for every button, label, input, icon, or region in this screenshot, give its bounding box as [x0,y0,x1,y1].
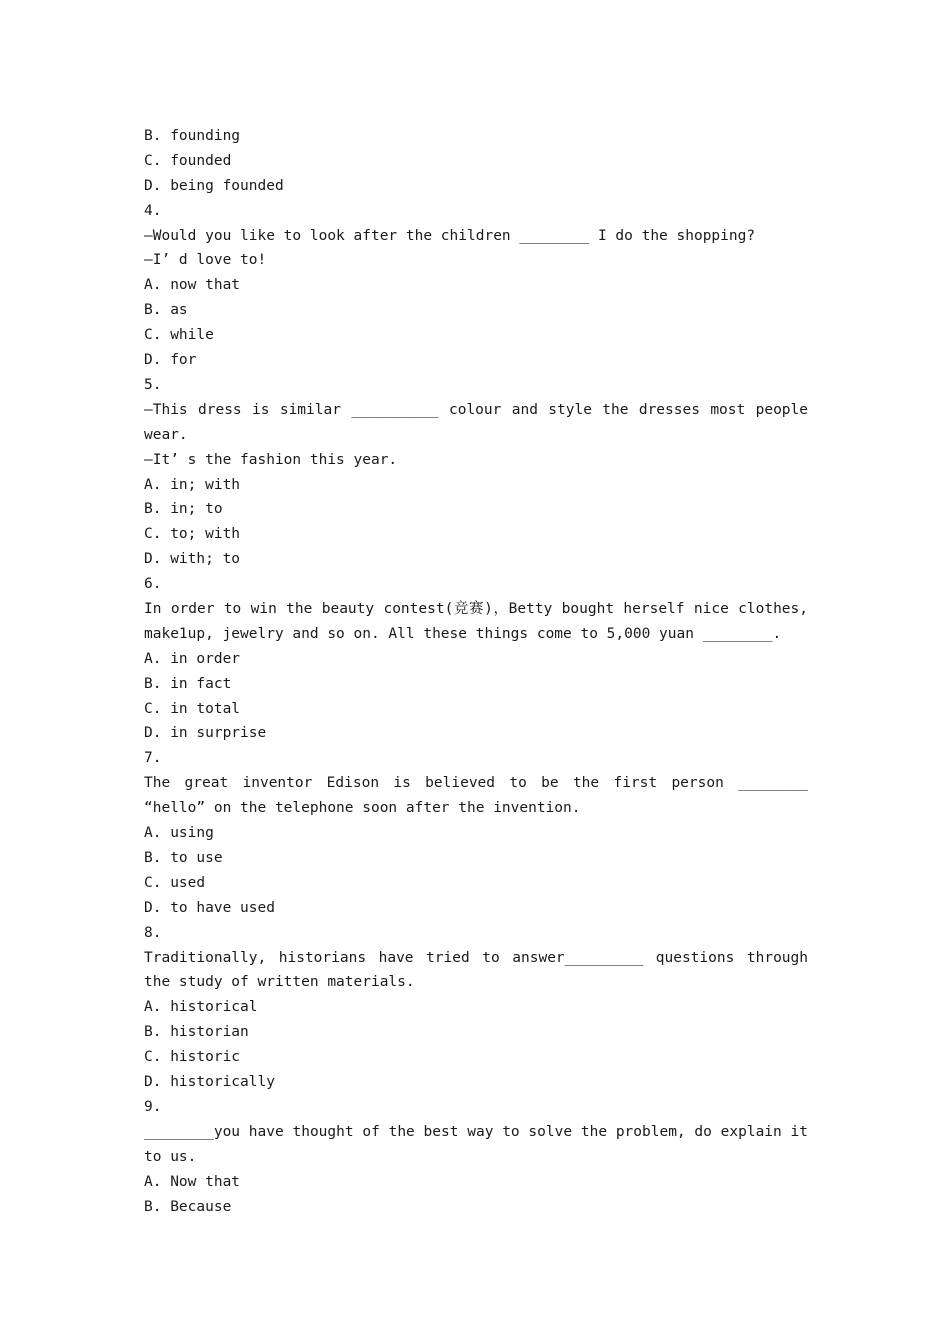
option-line [144,174,808,199]
question-number: 8. [144,924,162,941]
option-text: while [170,327,214,344]
option-text: using [170,825,214,842]
question-5 [144,373,808,572]
question-3-options [144,124,808,199]
option-line [144,1020,808,1045]
option-letter: D. [144,725,162,742]
option-letter: C. [144,1049,162,1066]
option-line [144,1195,808,1220]
option-letter: A. [144,825,162,842]
option-text: to; with [170,526,241,543]
option-text: in fact [170,675,232,692]
question-8 [144,921,808,1095]
option-text: historically [170,1074,275,1091]
option-letter: D. [144,1074,162,1091]
question-7 [144,746,808,920]
option-letter: B. [144,1198,162,1215]
option-text: for [170,352,197,369]
option-text: historian [170,1024,249,1041]
question-stem: The great inventor Edison is believed to be the first person ________ “hello” on the telephone soon after the invention. [144,775,808,817]
option-text: to use [170,849,223,866]
option-line [144,298,808,323]
question-stem: —I’ d love to! [144,252,267,269]
option-text: Now that [170,1173,241,1190]
option-line [144,697,808,722]
option-line [144,647,808,672]
option-letter: D. [144,177,162,194]
option-text: in surprise [170,725,267,742]
option-text: with; to [170,551,241,568]
option-line [144,1070,808,1095]
option-line [144,473,808,498]
exam-page [144,124,808,1219]
question-stem: Traditionally, historians have tried to answer_________ questions through the study of written materials. [144,949,808,991]
question-6 [144,572,808,746]
question-stem: —This dress is similar __________ colour and style the dresses most people wear. [144,401,808,443]
option-letter: B. [144,849,162,866]
option-line [144,497,808,522]
question-stem: —Would you like to look after the children ________ I do the shopping? [144,227,756,244]
option-text: Because [170,1198,232,1215]
option-line [144,672,808,697]
option-text: as [170,302,188,319]
option-text: in; with [170,476,241,493]
question-9 [144,1095,808,1219]
option-letter: C. [144,526,162,543]
option-text: founding [170,128,241,144]
question-number: 6. [144,576,162,593]
option-letter: D. [144,551,162,568]
question-number: 5. [144,376,162,393]
option-line [144,1045,808,1070]
option-text: in order [170,650,241,667]
option-text: to have used [170,899,275,916]
option-line [144,124,808,149]
question-stem: In order to win the beauty contest(竞赛)，Betty bought herself nice clothes, make1up, jewelry and so on. All these things come to 5,000 yuan ________. [144,601,808,642]
option-text: in total [170,700,241,717]
option-line [144,871,808,896]
option-line [144,896,808,921]
option-line [144,149,808,174]
option-text: used [170,874,206,891]
option-letter: A. [144,476,162,493]
option-letter: B. [144,128,162,144]
option-letter: D. [144,899,162,916]
option-line [144,1170,808,1195]
option-letter: B. [144,501,162,518]
option-letter: B. [144,302,162,319]
option-line [144,846,808,871]
option-letter: A. [144,999,162,1016]
option-text: being founded [170,177,284,194]
option-letter: A. [144,650,162,667]
option-text: historical [170,999,258,1016]
option-letter: B. [144,675,162,692]
question-number: 7. [144,750,162,767]
question-number: 9. [144,1098,162,1115]
option-text: historic [170,1049,241,1066]
option-line [144,995,808,1020]
option-letter: B. [144,1024,162,1041]
question-stem: ________you have thought of the best way to solve the problem, do explain it to us. [144,1123,808,1165]
option-letter: C. [144,327,162,344]
option-line [144,821,808,846]
option-letter: A. [144,277,162,294]
option-line [144,547,808,572]
option-line [144,522,808,547]
option-letter: C. [144,152,162,169]
option-line [144,323,808,348]
question-number: 4. [144,202,162,219]
option-text: founded [170,152,232,169]
option-letter: C. [144,700,162,717]
option-line [144,721,808,746]
option-text: now that [170,277,241,294]
option-letter: C. [144,874,162,891]
question-stem: —It’ s the fashion this year. [144,451,398,468]
option-text: in; to [170,501,223,518]
option-line [144,348,808,373]
option-letter: A. [144,1173,162,1190]
option-letter: D. [144,352,162,369]
question-4 [144,199,808,373]
option-line [144,273,808,298]
